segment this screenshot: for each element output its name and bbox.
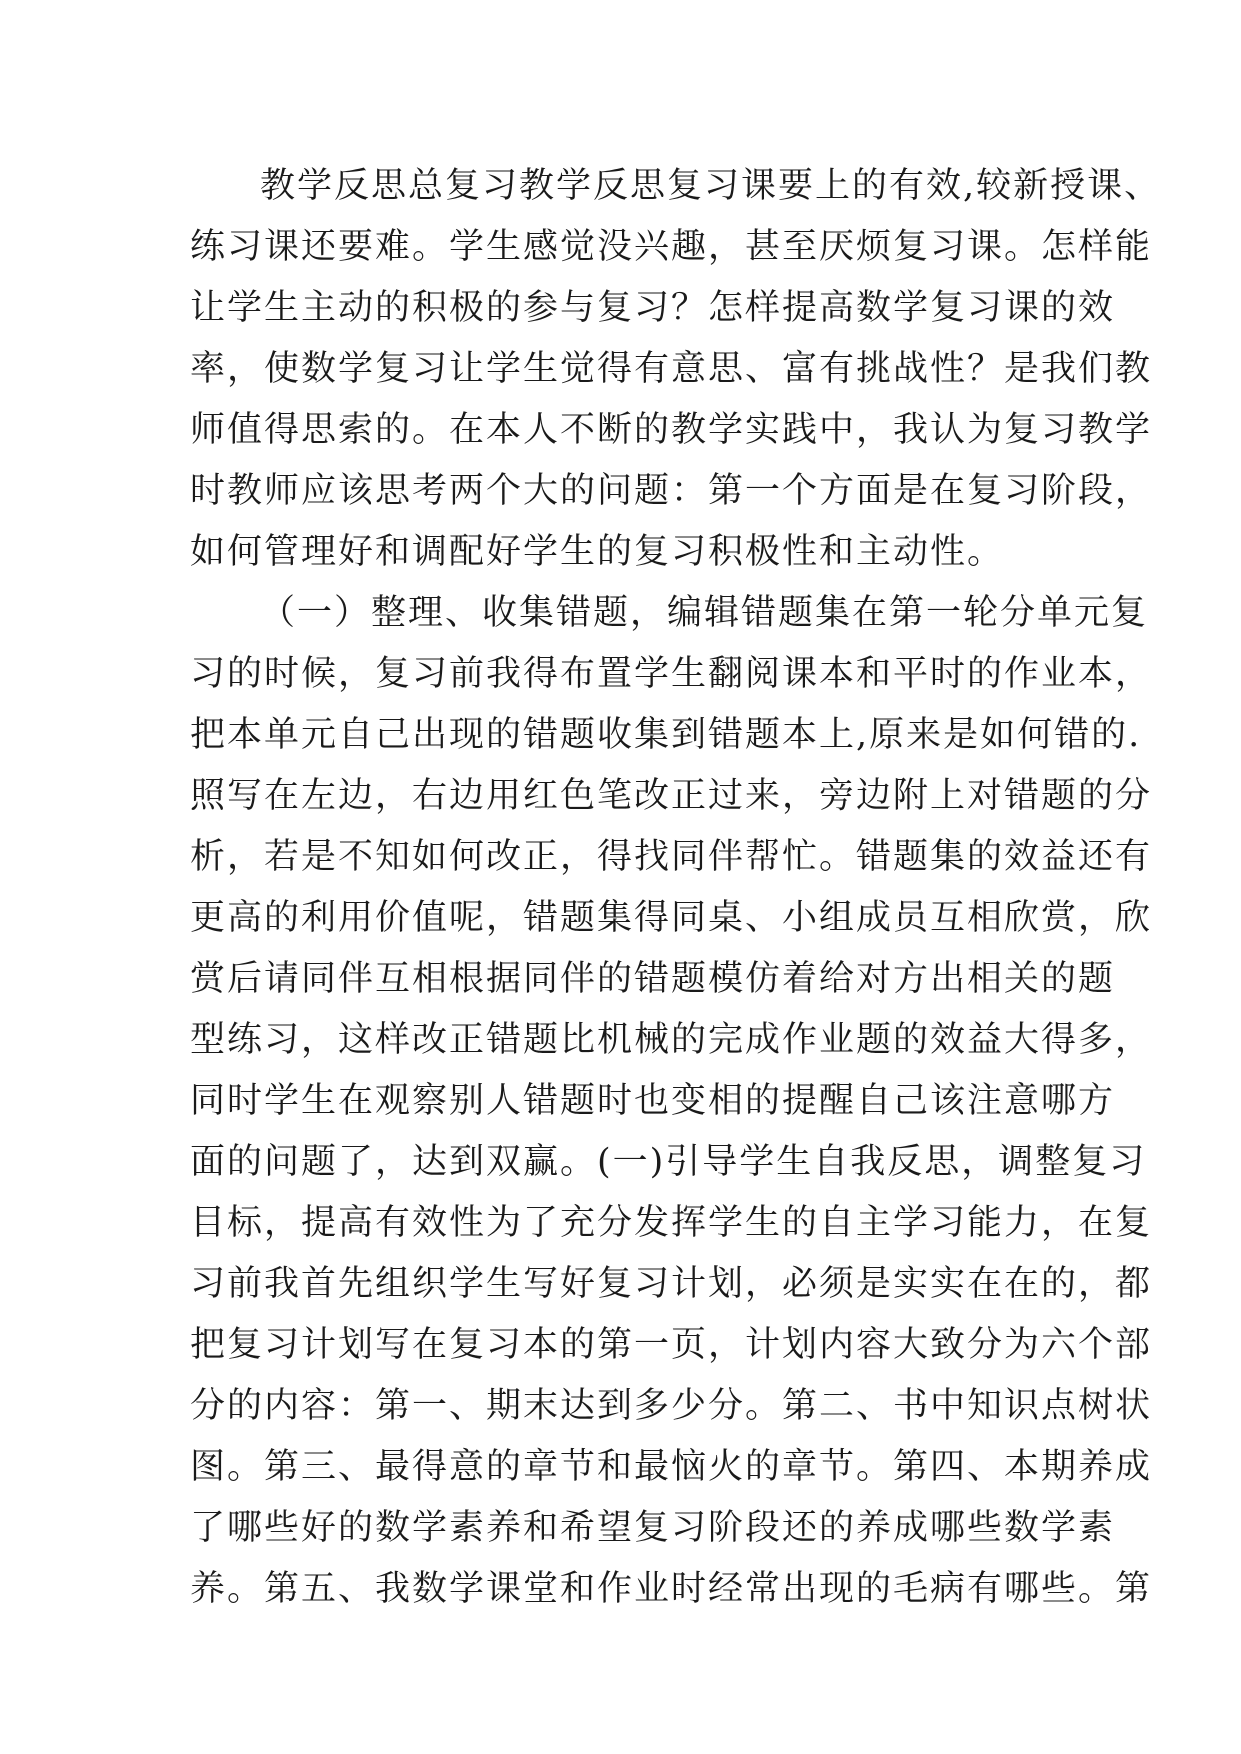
text-line: 让学生主动的积极的参与复习？怎样提高数学复习课的效 — [190, 288, 1116, 328]
text-line: 习前我首先组织学生写好复习计划，必须是实实在在的，都 — [190, 1264, 1153, 1304]
body-text — [190, 156, 1162, 1620]
text-line: 面的问题了，达到双赢。(一)引导学生自我反思，调整复习 — [190, 1142, 1147, 1182]
text-line: 析，若是不知如何改正，得找同伴帮忙。错题集的效益还有 — [190, 837, 1153, 877]
text-line: 把本单元自己出现的错题收集到错题本上,原来是如何错的. — [190, 715, 1142, 755]
text-line: 习的时候，复习前我得布置学生翻阅课本和平时的作业本， — [190, 654, 1153, 694]
text-line: 型练习，这样改正错题比机械的完成作业题的效益大得多， — [190, 1020, 1153, 1060]
text-line: 图。第三、最得意的章节和最恼火的章节。第四、本期养成 — [190, 1447, 1153, 1487]
text-line: （一）整理、收集错题，编辑错题集在第一轮分单元复 — [260, 593, 1149, 633]
text-line: 赏后请同伴互相根据同伴的错题模仿着给对方出相关的题 — [190, 959, 1116, 999]
text-line: 教学反思总复习教学反思复习课要上的有效,较新授课、 — [260, 166, 1162, 206]
text-line: 时教师应该思考两个大的问题：第一个方面是在复习阶段， — [190, 471, 1153, 511]
text-line: 照写在左边，右边用红色笔改正过来，旁边附上对错题的分 — [190, 776, 1153, 816]
text-line: 了哪些好的数学素养和希望复习阶段还的养成哪些数学素 — [190, 1508, 1116, 1548]
text-line: 师值得思索的。在本人不断的教学实践中，我认为复习教学 — [190, 410, 1153, 450]
text-line: 更高的利用价值呢，错题集得同桌、小组成员互相欣赏，欣 — [190, 898, 1153, 938]
text-line: 率，使数学复习让学生觉得有意思、富有挑战性？是我们教 — [190, 349, 1153, 389]
text-line: 如何管理好和调配好学生的复习积极性和主动性。 — [190, 532, 1005, 572]
text-line: 分的内容：第一、期末达到多少分。第二、书中知识点树状 — [190, 1386, 1153, 1426]
text-line: 练习课还要难。学生感觉没兴趣，甚至厌烦复习课。怎样能 — [190, 227, 1153, 267]
text-line: 养。第五、我数学课堂和作业时经常出现的毛病有哪些。第 — [190, 1569, 1153, 1609]
text-line: 目标，提高有效性为了充分发挥学生的自主学习能力，在复 — [190, 1203, 1153, 1243]
text-line: 把复习计划写在复习本的第一页，计划内容大致分为六个部 — [190, 1325, 1153, 1365]
text-line: 同时学生在观察别人错题时也变相的提醒自己该注意哪方 — [190, 1081, 1116, 1121]
